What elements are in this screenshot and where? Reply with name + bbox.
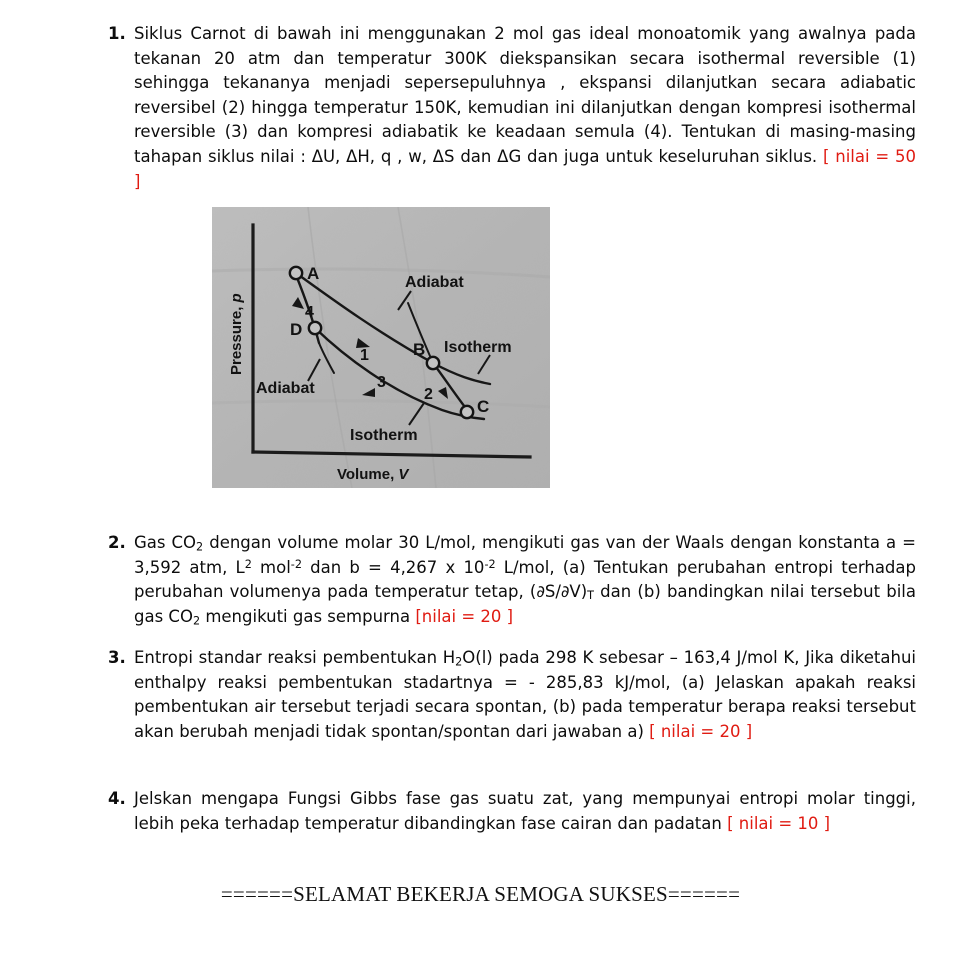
question-4-score: [ nilai = 10 ]: [727, 813, 831, 833]
closing-message: ======SELAMAT BEKERJA SEMOGA SUKSES======: [220, 882, 741, 906]
label-point-A: A: [307, 264, 320, 283]
q3-part-2: O(l) pada 298 K sebesar – 163,4 J/mol K, Jika diketahui enthalpy reaksi pembentukan stadartnya = - 285,83 kJ/mol, (a) Jelaskan apakah reaksi pembentukan air tersebut terjadi secara spontan, (b) pada temperatur berapa reaksi tersebut akan berubah menjadi tidak spontan/spontan dari jawaban a): [134, 648, 916, 741]
q2-part-6: dan (b) bandingkan nilai tersebut bila gas CO: [134, 582, 916, 626]
q2-part-3: mol: [251, 557, 291, 577]
question-text-1: [134, 22, 916, 194]
question-1-body: Siklus Carnot di bawah ini menggunakan 2 mol gas ideal monoatomik yang awalnya pada tekanan 20 atm dan temperatur 300K diekspansikan secara isothermal reversible (1) sehingga tekananya menjadi sepersepuluhnya , ekspansi dilanjutkan secara adiabatic reversibel (2) hingga temperatur 150K, kemudian ini dilanjutkan dengan kompresi isothermal reversible (3) dan kompresi adiabatik ke keadaan semula (4). Tentukan di masing-masing tahapan siklus nilai : ΔU, ΔH, q , w, ΔS dan ΔG dan juga untuk keseluruhan siklus.: [134, 24, 916, 166]
question-number-3: 3.: [108, 648, 126, 667]
q2-part-5: L/mol, (a) Tentukan perubahan entropi terhadap perubahan volumenya pada temperatur tetap, (∂S/∂V): [134, 557, 916, 602]
question-item-3: [104, 646, 916, 744]
label-adiabat-top: Adiabat: [405, 274, 464, 291]
state-point-C: [461, 406, 473, 418]
q2-superscript-1: 2: [244, 557, 252, 571]
label-isotherm-right: Isotherm: [444, 339, 512, 356]
state-point-D: [309, 322, 321, 334]
question-2-score: [nilai = 20 ]: [415, 606, 514, 626]
question-item-2: [104, 531, 916, 629]
q2-part-4: dan b = 4,267 x 10: [301, 557, 485, 577]
q2-superscript-2: -2: [290, 557, 302, 571]
label-step-1: 1: [360, 347, 369, 364]
x-axis-label: Volume, V: [337, 466, 409, 483]
label-adiabat-left: Adiabat: [256, 380, 315, 397]
carnot-cycle-svg: [212, 207, 550, 488]
q2-part-7: mengikuti gas sempurna: [200, 606, 416, 626]
question-text-4: [134, 787, 916, 836]
q2-part-2: dengan volume molar 30 L/mol, mengikuti gas van der Waals dengan konstanta a = 3,592 atm, L: [134, 533, 917, 577]
y-axis-label: Pressure, p: [228, 293, 245, 375]
label-point-C: C: [477, 397, 490, 416]
question-1-score: [ nilai = 50 ]: [134, 146, 916, 191]
q2-part-1: Gas CO: [134, 533, 197, 552]
q2-subscript-2: 2: [192, 614, 201, 628]
label-step-3: 3: [377, 374, 386, 391]
label-isotherm-bottom: Isotherm: [350, 427, 418, 444]
label-step-2: 2: [424, 386, 433, 403]
q2-subscript-T: T: [587, 589, 594, 603]
question-item-1: [104, 22, 916, 194]
q2-superscript-3: -2: [484, 557, 496, 571]
question-text-2: [134, 531, 916, 629]
label-point-B: B: [413, 340, 426, 359]
question-text-3: [134, 646, 916, 744]
q2-subscript-1: 2: [196, 540, 204, 554]
q4-part-1: Jelskan mengapa Fungsi Gibbs fase gas suatu zat, yang mempunyai entropi molar tinggi, lebih peka terhadap temperatur dibandingkan fase cairan dan padatan: [134, 789, 916, 833]
state-point-B: [427, 357, 439, 369]
q3-part-1: Entropi standar reaksi pembentukan H: [134, 648, 456, 667]
question-item-4: [104, 787, 916, 836]
question-number-2: 2.: [108, 533, 126, 552]
question-number-4: 4.: [108, 789, 126, 808]
label-point-D: D: [290, 320, 303, 339]
carnot-cycle-figure: [212, 207, 550, 488]
label-step-4: 4: [305, 304, 314, 321]
question-number-1: 1.: [108, 24, 126, 43]
question-3-score: [ nilai = 20 ]: [649, 721, 753, 741]
state-point-A: [290, 267, 302, 279]
q3-subscript-1: 2: [455, 655, 463, 669]
